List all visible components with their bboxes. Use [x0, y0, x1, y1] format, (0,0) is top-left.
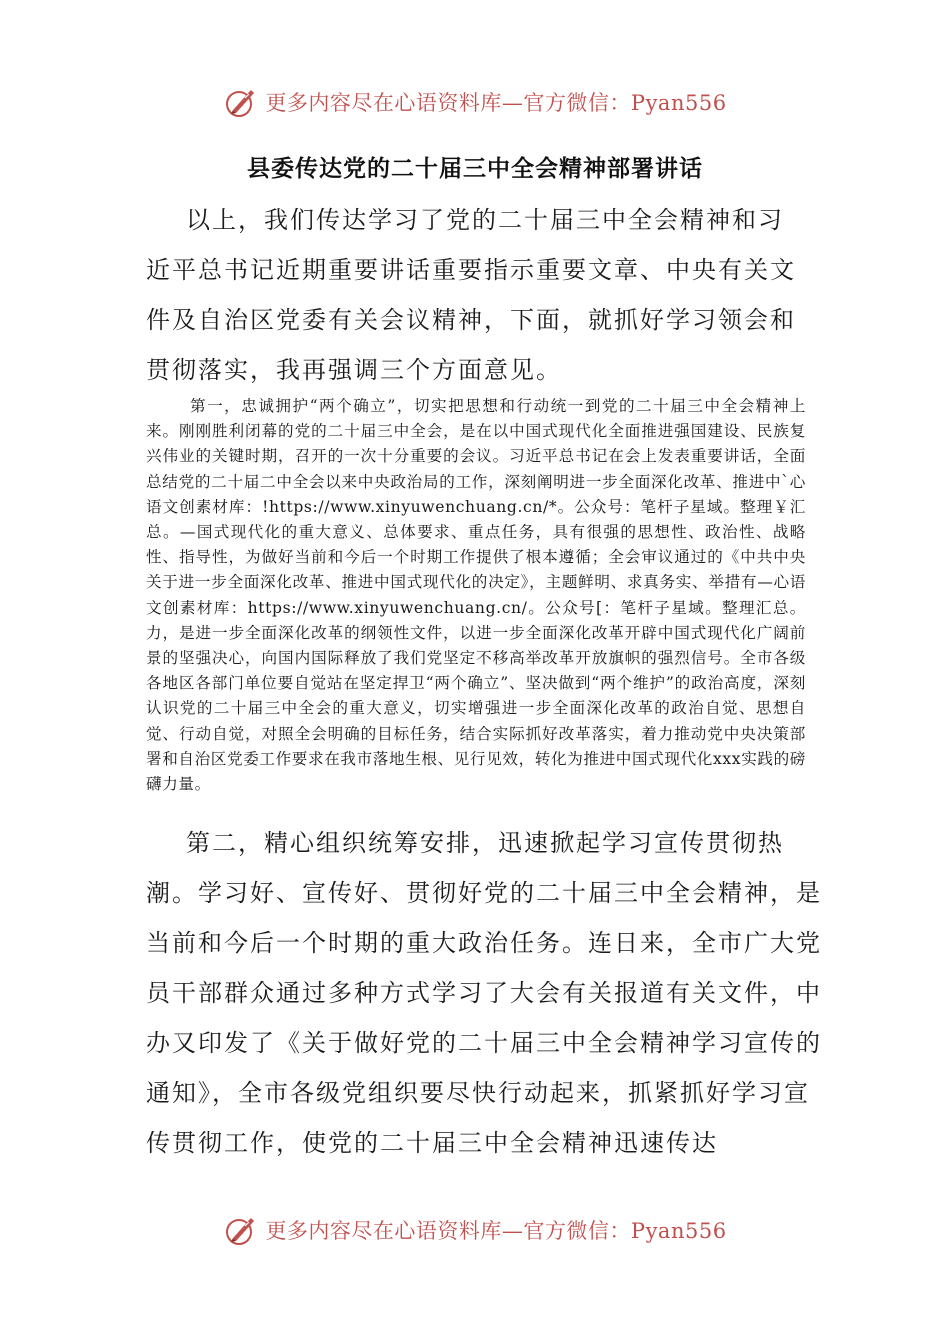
- paragraph-second-point: 第二，精心组织统筹安排，迅速掀起学习宣传贯彻热潮。学习好、宣传好、贯彻好党的二十届三中全会精神，是当前和今后一个时期的重大政治任务。连日来，全市广大党员干部群众通过多种方式学习了大会有关报道有关文件，中办又印发了《关于做好党的二十届三中全会精神学习宣传的通知》，全市各级党组织要尽快行动起来，抓紧抓好学习宣传贯彻工作，使党的二十届三中全会精神迅速传达: [146, 829, 822, 1157]
- paragraph-intro: 以上，我们传达学习了党的二十届三中全会精神和习近平总书记近期重要讲话重要指示重要文章、中央有关文件及自治区党委有关会议精神，下面，就抓好学习领会和贯彻落实，我再强调三个方面意见。: [146, 206, 796, 384]
- header-banner: [0, 80, 950, 124]
- footer-banner: [0, 1208, 950, 1252]
- document-title: 县委传达党的二十届三中全会精神部署讲话: [247, 156, 703, 182]
- header-banner-text: 更多内容尽在心语资料库—官方微信：Pyan556: [265, 91, 727, 115]
- quill-pen-logo-icon: [223, 1212, 259, 1248]
- footer-banner-text: 更多内容尽在心语资料库—官方微信：Pyan556: [265, 1219, 727, 1243]
- paragraph-first-point: 第一，忠诚拥护“两个确立”，切实把思想和行动统一到党的二十届三中全会精神上来。刚刚胜利闭幕的党的二十届三中全会，是在以中国式现代化全面推进强国建设、民族复兴伟业的关键时期，召开的一次十分重要的会议。习近平总书记在会上发表重要讲话，全面总结党的二十届二中全会以来中央政治局的工作，深刻阐明进一步全面深化改革、推进中`心语文创素材库：!https://www.xinyuwenchuang.cn/*。公众号：笔杆子星域。整理￥汇总。—国式现代化的重大意义、总体要求、重点任务，具有很强的思想性、政治性、战略性、指导性，为做好当前和今后一个时期工作提供了根本遵循；全会审议通过的《中共中央关于进一步全面深化改革、推进中国式现代化的决定》，主题鲜明、求真务实、举措有—心语文创素材库：https://www.xinyuwenchuang.cn/。公众号[：笔杆子星域。整理汇总。力，是进一步全面深化改革的纲领性文件，以进一步全面深化改革开辟中国式现代化广阔前景的坚强决心，向国内国际释放了我们党坚定不移高举改革开放旗帜的强烈信号。全市各级各地区各部门单位要自觉站在坚定捍卫“两个确立”、坚决做到“两个维护”的政治高度，深刻认识党的二十届三中全会的重大意义，切实增强进一步全面深化改革的政治自觉、思想自觉、行动自觉，对照全会明确的目标任务，结合实际抓好改革落实，着力推动党中央决策部署和自治区党委工作要求在我市落地生根、见行见效，转化为推进中国式现代化xxx实践的磅礴力量。: [146, 397, 806, 794]
- quill-pen-logo-icon: [223, 84, 259, 120]
